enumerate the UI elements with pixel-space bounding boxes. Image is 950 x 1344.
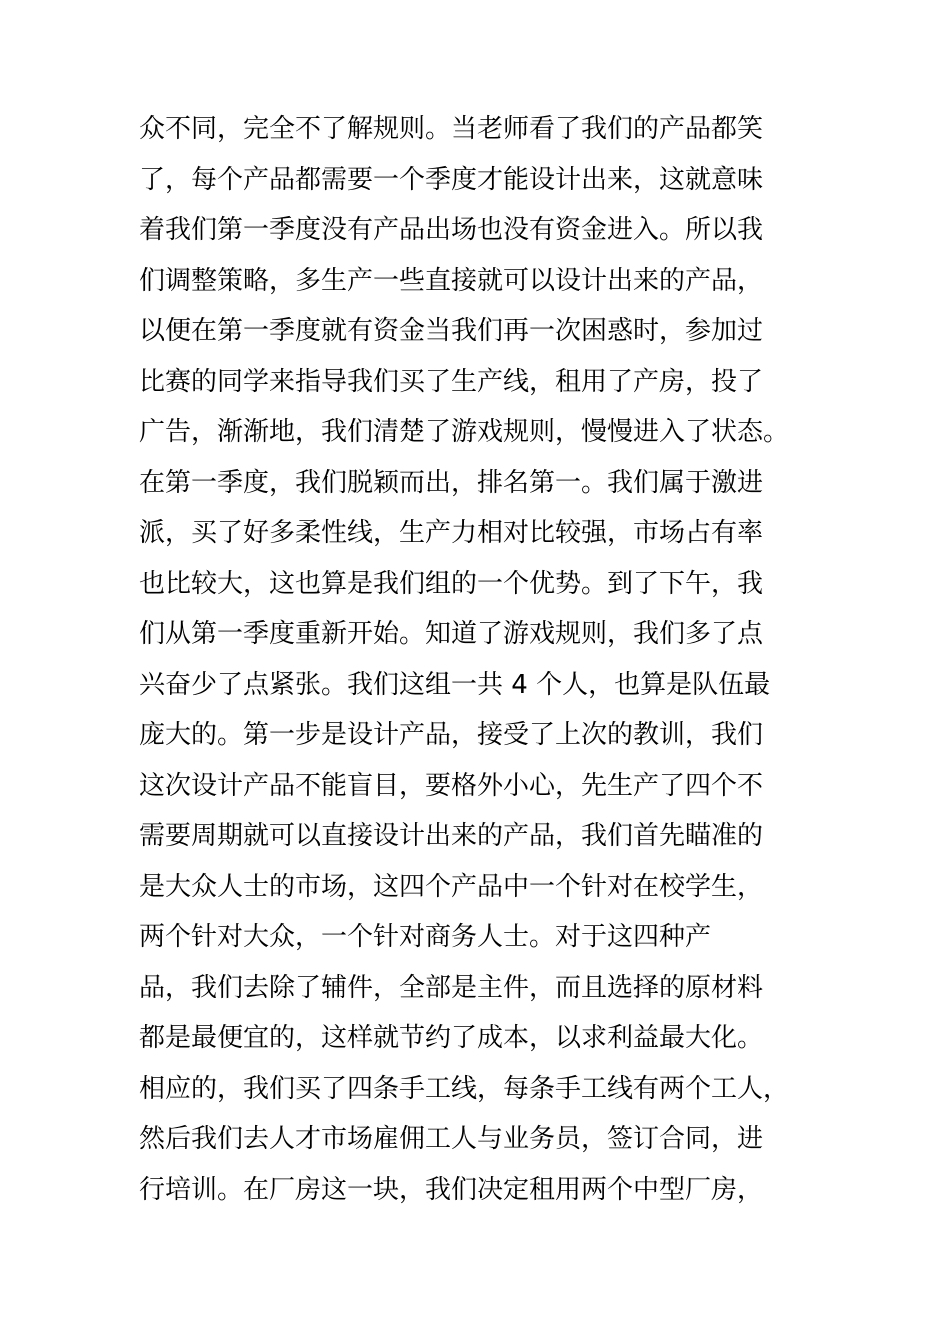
text-line: 比赛的同学来指导我们买了生产线，租用了产房，投了 <box>139 366 764 397</box>
text-line: 以便在第一季度就有资金当我们再一次困惑时，参加过 <box>139 316 764 346</box>
text-line: 需要周期就可以直接设计出来的产品，我们首先瞄准的 <box>139 821 764 851</box>
text-line: 两个针对大众，一个针对商务人士。对于这四种产 <box>139 922 712 952</box>
text-line: 们从第一季度重新开始。知道了游戏规则，我们多了点 <box>139 619 764 649</box>
text-line: 兴奋少了点紧张。我们这组一共 4 个人，也算是队伍最 <box>139 669 771 700</box>
text-line: 都是最便宜的，这样就节约了成本，以求利益最大化。 <box>139 1023 764 1053</box>
body-text <box>139 104 839 1215</box>
text-line: 广告，渐渐地，我们清楚了游戏规则，慢慢进入了状态。 <box>139 417 790 447</box>
text-line: 了，每个产品都需要一个季度才能设计出来，这就意味 <box>139 164 764 195</box>
text-line: 相应的，我们买了四条手工线，每条手工线有两个工人， <box>139 1073 790 1104</box>
text-line: 也比较大，这也算是我们组的一个优势。到了下午，我 <box>139 568 764 599</box>
text-line: 们调整策略，多生产一些直接就可以设计出来的产品， <box>139 265 764 296</box>
text-line: 众不同，完全不了解规则。当老师看了我们的产品都笑 <box>139 114 764 144</box>
text-line: 品，我们去除了辅件，全部是主件，而且选择的原材料 <box>139 972 764 1003</box>
text-line: 在第一季度，我们脱颖而出，排名第一。我们属于激进 <box>139 467 764 498</box>
text-line: 行培训。在厂房这一块，我们决定租用两个中型厂房， <box>139 1174 764 1205</box>
text-line: 庞大的。第一步是设计产品，接受了上次的教训，我们 <box>139 720 764 750</box>
text-line: 派，买了好多柔性线，生产力相对比较强，市场占有率 <box>139 518 764 548</box>
text-line: 着我们第一季度没有产品出场也没有资金进入。所以我 <box>139 215 764 245</box>
text-line: 这次设计产品不能盲目，要格外小心，先生产了四个不 <box>139 770 764 801</box>
text-line: 是大众人士的市场，这四个产品中一个针对在校学生， <box>139 871 764 902</box>
text-line: 然后我们去人才市场雇佣工人与业务员，签订合同，进 <box>139 1124 764 1154</box>
